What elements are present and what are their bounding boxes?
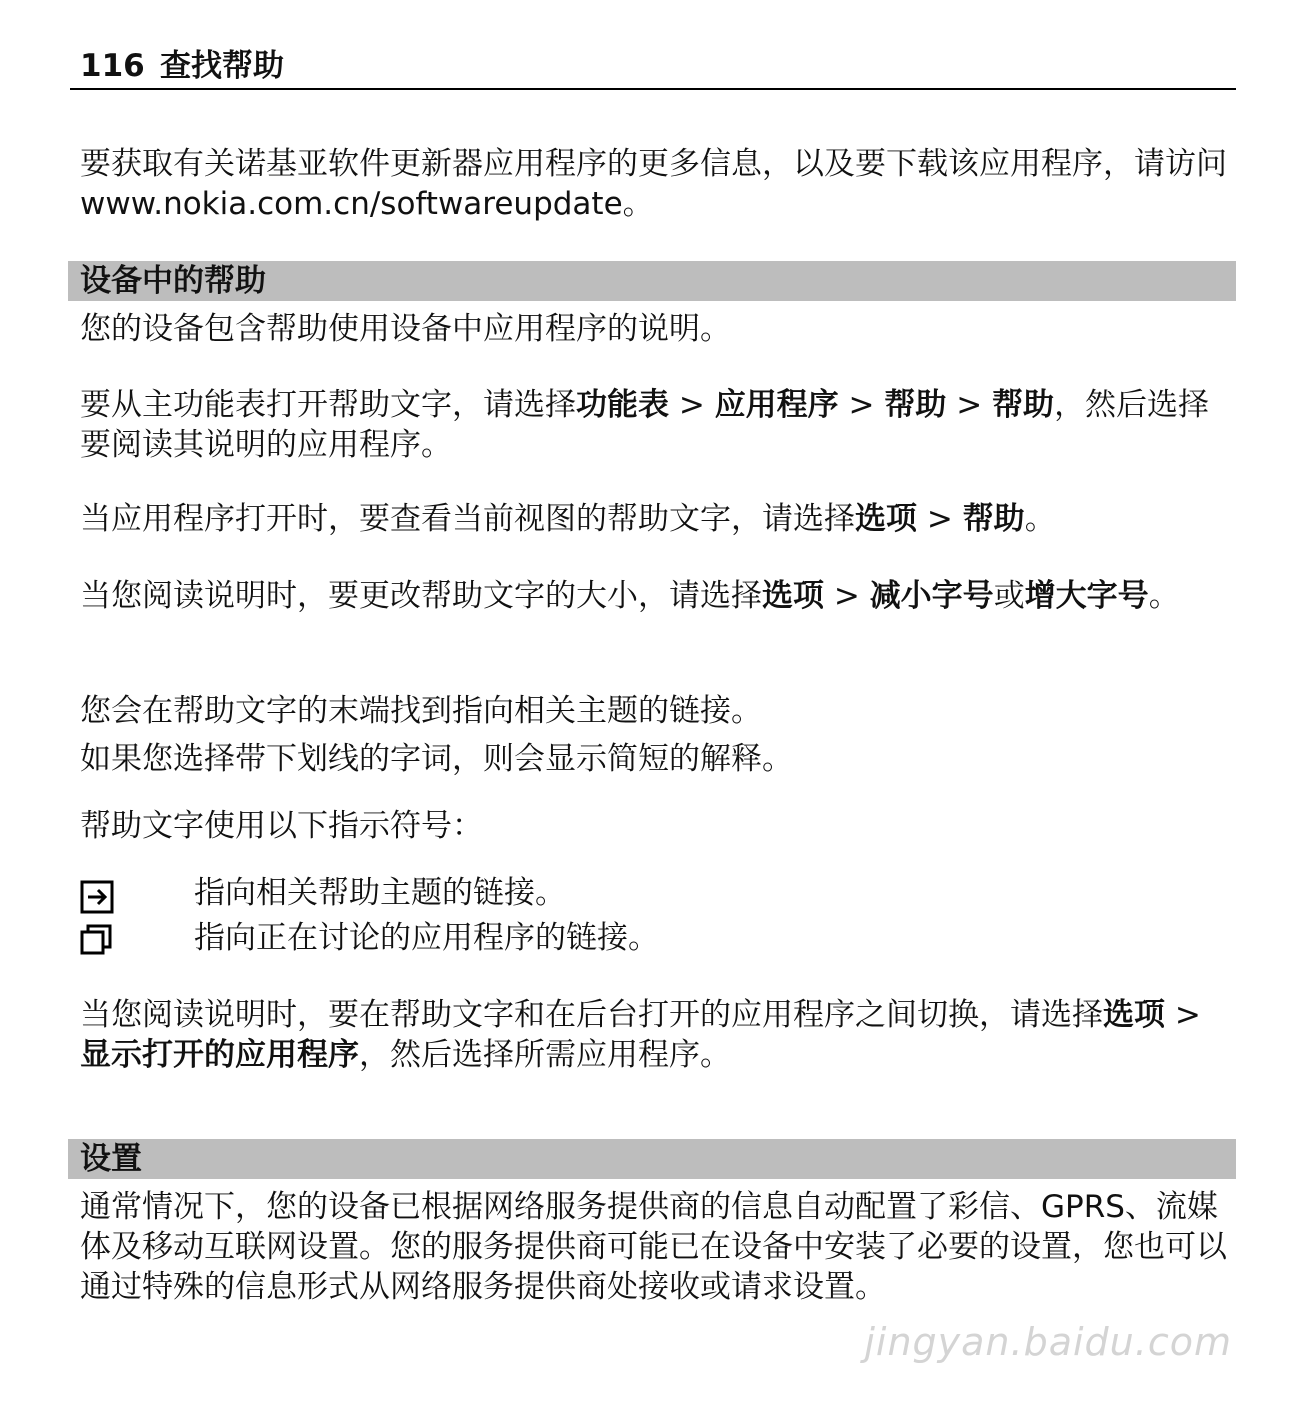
help-paragraph-5: 您会在帮助文字的末端找到指向相关主题的链接。 (80, 693, 762, 729)
help-paragraph-6: 如果您选择带下划线的字词，则会显示简短的解释。 (80, 741, 793, 777)
help-paragraph-1: 您的设备包含帮助使用设备中应用程序的说明。 (80, 311, 731, 347)
intro-paragraph: 要获取有关诺基亚软件更新器应用程序的更多信息，以及要下载该应用程序，请访问 www.nokia.com.cn/softwareupdate。 (80, 146, 1227, 222)
arrow-link-icon (80, 880, 114, 914)
help-paragraph-4: 当您阅读说明时，要更改帮助文字的大小，请选择选项 > 减小字号或增大字号。 (80, 578, 1180, 614)
icon-description-1: 指向相关帮助主题的链接。 (194, 875, 566, 911)
section-title: 设置 (80, 1141, 142, 1177)
page-title: 查找帮助 (160, 48, 284, 84)
help-paragraph-3: 当应用程序打开时，要查看当前视图的帮助文字，请选择选项 > 帮助。 (80, 501, 1056, 537)
section-heading-help (68, 261, 1236, 301)
section-title: 设备中的帮助 (80, 263, 266, 299)
icon-description-2: 指向正在讨论的应用程序的链接。 (194, 920, 659, 956)
help-paragraph-8: 当您阅读说明时，要在帮助文字和在后台打开的应用程序之间切换，请选择选项 > 显示打开的应用程序，然后选择所需应用程序。 (80, 997, 1201, 1073)
section-heading-settings (68, 1139, 1236, 1179)
app-windows-icon (80, 922, 114, 956)
watermark: jingyan.baidu.com (864, 1320, 1232, 1364)
help-paragraph-7: 帮助文字使用以下指示符号： (80, 808, 483, 844)
page-header (70, 44, 1236, 90)
settings-paragraph: 通常情况下，您的设备已根据网络服务提供商的信息自动配置了彩信、GPRS、流媒体及移动互联网设置。您的服务提供商可能已在设备中安装了必要的设置，您也可以通过特殊的信息形式从网络服务提供商处接收或请求设置。 (80, 1189, 1227, 1305)
help-paragraph-2: 要从主功能表打开帮助文字，请选择功能表 > 应用程序 > 帮助 > 帮助，然后选择要阅读其说明的应用程序。 (80, 387, 1210, 463)
page-number: 116 (80, 48, 145, 84)
